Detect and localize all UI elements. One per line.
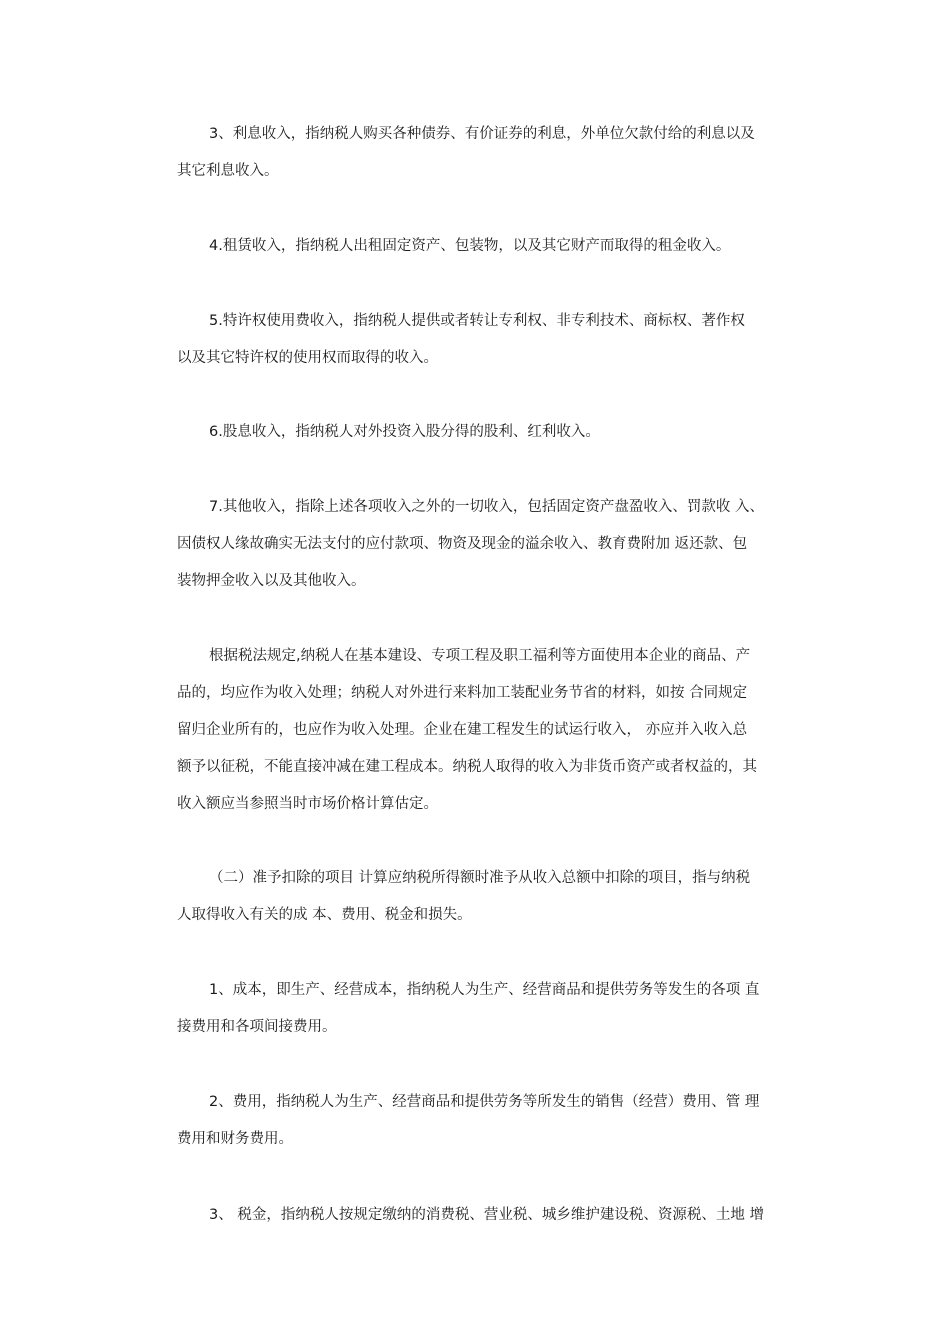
text-line: 2、费用，指纳税人为生产、经营商品和提供劳务等所发生的销售（经营）费用、管 理 xyxy=(209,1094,760,1110)
text-line: 接费用和各项间接费用。 xyxy=(177,1019,337,1035)
text-line: 留归企业所有的，也应作为收入处理。企业在建工程发生的试运行收入， 亦应并入收入总 xyxy=(177,722,748,738)
paragraph-deductible-items xyxy=(145,860,810,934)
paragraph-interest-income xyxy=(145,116,810,190)
text-line: 6.股息收入，指纳税人对外投资入股分得的股利、红利收入。 xyxy=(209,424,600,440)
paragraph-rental-income xyxy=(145,228,810,265)
text-line: 3、利息收入，指纳税人购买各种债券、有价证券的利息，外单位欠款付给的利息以及 xyxy=(209,126,755,142)
paragraph-royalty-income xyxy=(145,303,810,377)
text-line: 品的，均应作为收入处理；纳税人对外进行来料加工装配业务节省的材料，如按 合同规定 xyxy=(177,685,748,701)
text-line: 其它利息收入。 xyxy=(177,163,279,179)
text-line: 装物押金收入以及其他收入。 xyxy=(177,573,366,589)
text-line: 3、 税金，指纳税人按规定缴纳的消费税、营业税、城乡维护建设税、资源税、土地 增 xyxy=(209,1207,764,1223)
text-line: 1、成本，即生产、经营成本，指纳税人为生产、经营商品和提供劳务等发生的各项 直 xyxy=(209,982,760,998)
text-line: 费用和财务费用。 xyxy=(177,1131,293,1147)
paragraph-other-income xyxy=(145,489,810,600)
text-line: （二）准予扣除的项目 计算应纳税所得额时准予从收入总额中扣除的项目，指与纳税 xyxy=(209,870,751,886)
text-line: 因债权人缘故确实无法支付的应付款项、物资及现金的溢余收入、教育费附加 返还款、包 xyxy=(177,536,748,552)
paragraph-cost xyxy=(145,972,810,1046)
text-line: 收入额应当参照当时市场价格计算估定。 xyxy=(177,796,438,812)
text-line: 5.特许权使用费收入，指纳税人提供或者转让专利权、非专利技术、商标权、著作权 xyxy=(209,313,745,329)
paragraph-tax-law-provision xyxy=(145,638,810,823)
text-line: 以及其它特许权的使用权而取得的收入。 xyxy=(177,350,438,366)
text-line: 7.其他收入，指除上述各项收入之外的一切收入，包括固定资产盘盈收入、罚款收 入、 xyxy=(209,499,764,515)
text-line: 根据税法规定,纳税人在基本建设、专项工程及职工福利等方面使用本企业的商品、产 xyxy=(209,648,751,664)
paragraph-dividend-income xyxy=(145,414,810,451)
text-line: 人取得收入有关的成 本、费用、税金和损失。 xyxy=(177,907,472,923)
paragraph-expenses xyxy=(145,1084,810,1158)
paragraph-taxes xyxy=(145,1197,810,1234)
text-line: 额予以征税，不能直接冲减在建工程成本。纳税人取得的收入为非货币资产或者权益的，其 xyxy=(177,759,757,775)
text-line: 4.租赁收入，指纳税人出租固定资产、包装物，以及其它财产而取得的租金收入。 xyxy=(209,238,731,254)
